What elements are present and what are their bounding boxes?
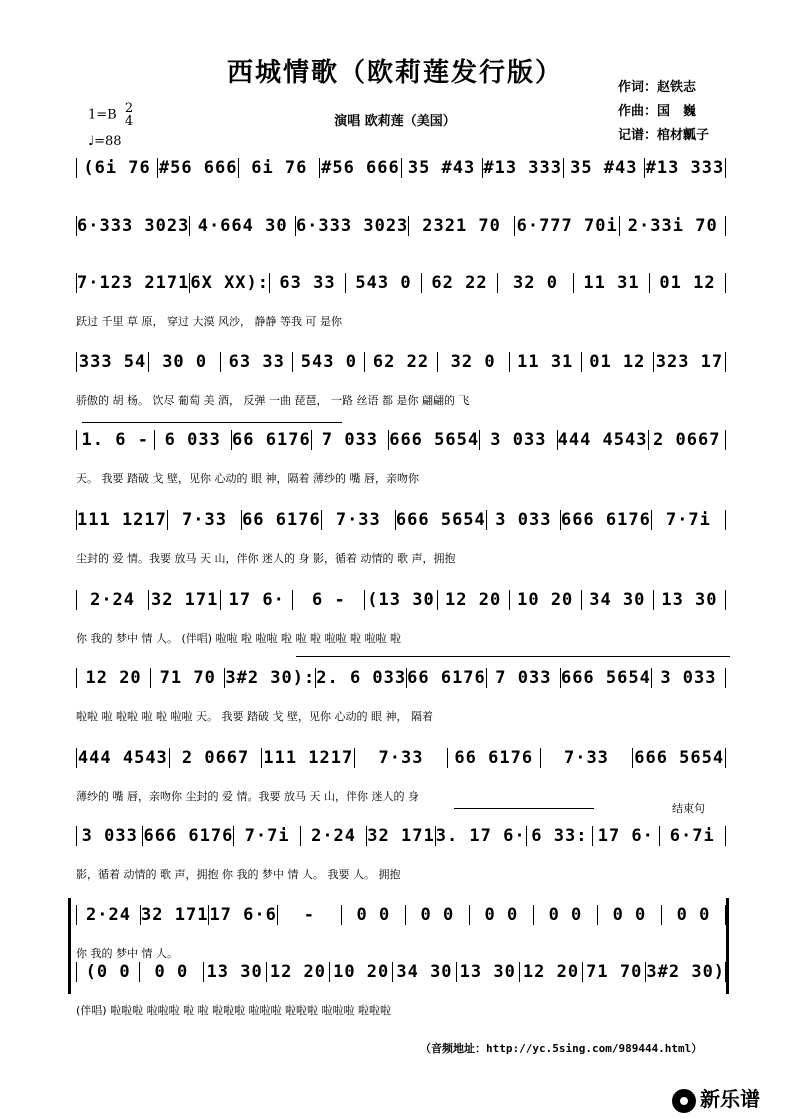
measure: 2·24	[300, 826, 366, 846]
measure: 7 033	[486, 668, 560, 688]
row-lyrics: 骄傲的 胡 杨。 饮尽 葡萄 美 酒， 反弹 一曲 琵琶， 一路 丝语 都 是你 翩翩的 飞	[76, 394, 470, 407]
measure: 2 0667	[169, 748, 262, 768]
measure: 2·24	[76, 905, 140, 925]
measure: 12 20	[519, 962, 582, 982]
ending-label: 结束句	[672, 802, 705, 815]
final-barline	[726, 898, 729, 994]
composer-credit: 作曲：国 巍	[618, 104, 697, 119]
measure: 6·333 3023	[295, 216, 409, 236]
score-row	[76, 962, 726, 1022]
measure: 3 033	[76, 826, 142, 846]
measure: 543 0	[345, 273, 421, 293]
measure: 17 6·6	[209, 905, 277, 925]
row-notes	[76, 430, 726, 450]
measure: 01 12	[581, 352, 653, 372]
measure: 2·24	[76, 590, 148, 610]
measure: 30 0	[148, 352, 220, 372]
measure: 1. 6 -	[76, 430, 154, 450]
logo-text: 新乐谱	[700, 1087, 760, 1111]
measure: 0 0	[597, 905, 661, 925]
measure: 7·33	[321, 510, 395, 530]
measure: 6 -	[292, 590, 364, 610]
measure: 32 171	[367, 826, 435, 846]
measure: 71 70	[582, 962, 645, 982]
measure: 6 33:	[526, 826, 592, 846]
row-notes	[76, 273, 726, 293]
measure: 543 0	[292, 352, 364, 372]
row-lyrics: 影，循着 动情的 歌 声，拥抱 你 我的 梦中 情 人。 我要 人。 拥抱	[76, 868, 401, 881]
key-label: 1=B	[88, 107, 117, 123]
measure: #13 333	[483, 158, 563, 178]
score-row	[76, 748, 726, 808]
measure: 6·333 3023	[77, 216, 190, 236]
measure: 63 33	[220, 352, 292, 372]
measure: 444 4543	[557, 430, 648, 450]
measure: 2 0667	[648, 430, 727, 450]
row-lyrics: (伴唱) 啦啦啦 啦啦啦 啦 啦 啦啦啦 啦啦啦 啦啦啦 啦啦啦 啦啦啦	[76, 1004, 392, 1017]
measure: 0 0	[341, 905, 405, 925]
measure: 323 17	[653, 352, 726, 372]
score-row	[76, 826, 726, 886]
time-sig-bottom: 4	[124, 114, 134, 129]
measure: 3 033	[486, 510, 560, 530]
score-row	[76, 216, 726, 276]
row-notes	[76, 905, 726, 925]
measure: 3#2 30):	[225, 668, 316, 688]
measure: 0 0	[139, 962, 202, 982]
measure: 333 54	[76, 352, 148, 372]
measure: 666 5654	[389, 430, 480, 450]
row-lyrics: 你 我的 梦中 情 人。	[76, 947, 178, 960]
row-lyrics: 天。 我要 踏破 戈 壁，见你 心动的 眼 神，隔着 薄纱的 嘴 唇，亲吻你	[76, 472, 419, 485]
record-icon	[672, 1089, 696, 1113]
measure: (6i 76	[76, 158, 157, 178]
measure: 2·33i 70	[619, 216, 726, 236]
song-title: 西城情歌（欧莉莲发行版）	[226, 58, 563, 88]
measure: 32 171	[141, 905, 209, 925]
measure: 444 4543	[77, 748, 168, 768]
measure: 7·33	[540, 748, 633, 768]
score-row	[76, 905, 726, 965]
measure: 3 033	[479, 430, 557, 450]
measure: 666 5654	[634, 748, 725, 768]
measure: 3#2 30)	[646, 962, 726, 982]
score-row	[76, 352, 726, 412]
row-lyrics: 跃过 千里 草 原， 穿过 大漠 风沙， 静静 等我 可 是你	[76, 315, 342, 328]
measure: 66 6176	[447, 748, 540, 768]
row-notes	[76, 216, 726, 236]
score-row	[76, 510, 726, 570]
measure: 34 30	[392, 962, 455, 982]
measure: 63 33	[269, 273, 345, 293]
measure: 6i 76	[238, 158, 319, 178]
row-notes	[76, 590, 726, 610]
row-notes	[76, 668, 726, 688]
row-lyrics: 薄纱的 嘴 唇，亲吻你 尘封的 爱 情。我要 放马 天 山，伴你 迷人的 身	[76, 790, 419, 803]
row-notes	[76, 748, 726, 768]
measure: 7·123 2171	[77, 273, 190, 293]
measure: 13 30	[203, 962, 266, 982]
measure: 6 033	[154, 430, 232, 450]
volta-3-bracket	[454, 808, 594, 809]
measure: 666 6176	[143, 826, 234, 846]
tempo-marking	[88, 134, 122, 149]
measure: 2. 6 033	[316, 668, 407, 688]
measure: 10 20	[329, 962, 392, 982]
score-row	[76, 590, 726, 650]
audio-address: （音频地址：http://yc.5sing.com/989444.html）	[420, 1042, 703, 1055]
row-notes	[76, 158, 726, 178]
measure: 01 12	[649, 273, 726, 293]
measure: 32 0	[497, 273, 573, 293]
measure: 12 20	[76, 668, 150, 688]
measure: 11 31	[509, 352, 581, 372]
measure: 0 0	[469, 905, 533, 925]
measure: 11 31	[573, 273, 649, 293]
measure: 0 0	[533, 905, 597, 925]
quarter-note-icon: ♩	[88, 134, 95, 149]
measure: 12 20	[266, 962, 329, 982]
row-notes	[76, 352, 726, 372]
measure: 66 6176	[232, 430, 311, 450]
measure: #56 666	[321, 158, 400, 178]
row-notes	[76, 962, 726, 982]
row-notes	[76, 510, 726, 530]
measure: 7·7i	[651, 510, 726, 530]
site-logo	[672, 1083, 760, 1113]
measure: 71 70	[150, 668, 224, 688]
score-row	[76, 158, 726, 218]
measure: 0 0	[405, 905, 469, 925]
measure: -	[277, 905, 341, 925]
performer-line: 演唱 欧莉莲（美国）	[334, 114, 456, 129]
row-lyrics: 啦啦 啦 啦啦 啦 啦 啦啦 天。 我要 踏破 戈 壁，见你 心动的 眼 神， 隔着	[76, 710, 433, 723]
measure: 62 22	[364, 352, 436, 372]
measure: 32 0	[437, 352, 509, 372]
measure: 2321 70	[408, 216, 514, 236]
row-notes	[76, 826, 726, 846]
measure: 111 1217	[263, 748, 354, 768]
row-lyrics: 你 我的 梦中 情 人。 (伴唱) 啦啦 啦 啦啦 啦 啦 啦 啦啦 啦 啦啦 啦	[76, 632, 402, 645]
volta-2-bracket	[296, 656, 730, 657]
measure: 6·7i	[659, 826, 726, 846]
measure: 3. 17 6·	[435, 826, 526, 846]
measure: 0 0	[661, 905, 726, 925]
measure: 7 033	[311, 430, 389, 450]
measure: 34 30	[581, 590, 653, 610]
measure: 17 6·	[592, 826, 658, 846]
measure: 13 30	[653, 590, 726, 610]
lyricist-credit: 作词：赵铁志	[618, 80, 697, 95]
measure: 666 5654	[395, 510, 486, 530]
measure: 35 #43	[563, 158, 644, 178]
notation-credit: 记谱：棺材瓤子	[618, 128, 710, 143]
measure: 35 #43	[401, 158, 482, 178]
measure: #56 666	[158, 158, 238, 178]
measure: 7·7i	[233, 826, 299, 846]
measure: 3 033	[651, 668, 726, 688]
row-lyrics: 尘封的 爱 情。我要 放马 天 山，伴你 迷人的 身 影，循着 动情的 歌 声，拥抱	[76, 552, 456, 565]
measure: 666 5654	[560, 668, 651, 688]
score-row	[76, 668, 726, 728]
measure: 6·777 70i	[514, 216, 620, 236]
measure: 7·33	[354, 748, 447, 768]
time-signature	[125, 102, 133, 128]
measure: 666 6176	[560, 510, 651, 530]
tempo-value: =88	[94, 134, 122, 149]
measure: #13 333	[645, 158, 725, 178]
measure: 17 6·	[220, 590, 292, 610]
volta-1-bracket	[82, 422, 342, 423]
measure: 10 20	[509, 590, 581, 610]
measure: (0 0	[76, 962, 139, 982]
measure: 62 22	[421, 273, 497, 293]
measure: 32 171	[148, 590, 220, 610]
measure: 66 6176	[242, 510, 321, 530]
measure: (13 30	[364, 590, 436, 610]
key-signature	[88, 102, 133, 128]
time-sig-top: 2	[124, 101, 134, 116]
measure: 12 20	[437, 590, 509, 610]
measure: 6X XX):	[190, 273, 270, 293]
system-brace	[68, 898, 71, 994]
score-row	[76, 273, 726, 333]
score-row	[76, 430, 726, 490]
measure: 66 6176	[407, 668, 486, 688]
measure: 111 1217	[77, 510, 167, 530]
measure: 4·664 30	[189, 216, 295, 236]
measure: 13 30	[456, 962, 519, 982]
measure: 7·33	[167, 510, 241, 530]
